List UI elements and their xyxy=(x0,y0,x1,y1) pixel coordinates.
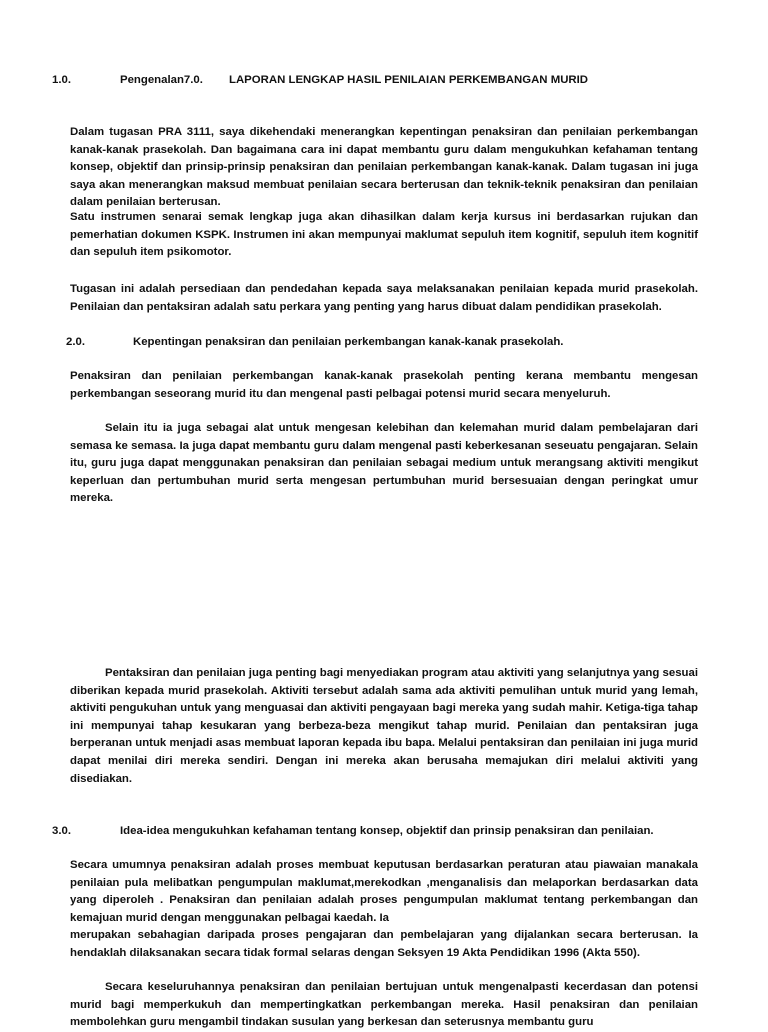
intro-paragraph-3: Tugasan ini adalah persediaan dan pendedahan kepada saya melaksanakan penilaian kepada murid prasekolah. Penilaian dan pentaksiran adalah satu perkara yang penting yang harus dibuat dalam pendidikan prasekolah. xyxy=(70,283,698,313)
heading-3-number: 3.0. xyxy=(52,825,71,837)
intro-paragraph-2: Satu instrumen senarai semak lengkap juga akan dihasilkan dalam kerja kursus ini berdasarkan rujukan dan pemerhatian dokumen KSPK. Instrumen ini akan mempunyai maklumat sepuluh item kognitif, sepuluh item kognitif dan sepuluh item psikomotor. xyxy=(70,211,698,259)
section-3-paragraph-2: merupakan sebahagian daripada proses pengajaran dan pembelajaran yang dijalankan secara berterusan. Ia hendaklah dilaksanakan secara tidak formal selaras dengan Seksyen 19 Akta Pendidikan 1996 (Akta 550). xyxy=(70,929,698,959)
heading-1-subtitle: LAPORAN LENGKAP HASIL PENILAIAN PERKEMBANGAN MURID xyxy=(229,74,589,86)
heading-3-title: Idea-idea mengukuhkan kefahaman tentang konsep, objektif dan prinsip penaksiran dan penilaian. xyxy=(120,825,654,837)
section-2-paragraph-1: Penaksiran dan penilaian perkembangan kanak-kanak prasekolah penting kerana membantu mengesan perkembangan seseorang murid itu dan mengenal pasti pelbagai potensi murid secara menyeluruh. xyxy=(70,370,698,400)
heading-1-number: 1.0. xyxy=(52,74,71,86)
heading-2-number: 2.0. xyxy=(66,336,85,348)
section-2-paragraph-2: Selain itu ia juga sebagai alat untuk mengesan kelebihan dan kelemahan murid dalam pembelajaran dari semasa ke semasa. Ia juga dapat membantu guru dalam mengenal pasti keberkesanan seseuatu pengajaran. Selain itu, guru juga dapat menggunakan penaksiran dan penilaian sebagai medium untuk merangsang aktiviti mengikut keperluan dan pertumbuhan murid serta mengesan pertumbuhan murid bersesuaian dengan peringkat umur mereka. xyxy=(70,422,698,505)
section-3-paragraph-1: Secara umumnya penaksiran adalah proses membuat keputusan berdasarkan peraturan atau piawaian manakala penilaian pula melibatkan pengumpulan maklumat,merekodkan ,menganalisis dan melaporkan berdasarkan data yang diperoleh . Penaksiran dan penilaian adalah proses pengumpulan maklumat tentang perkembangan dan kemajuan murid dengan menggunakan pelbagai kaedah. Ia xyxy=(70,859,698,924)
heading-2-title: Kepentingan penaksiran dan penilaian perkembangan kanak-kanak prasekolah. xyxy=(133,336,564,348)
section-3-paragraph-3: Secara keseluruhannya penaksiran dan penilaian bertujuan untuk mengenalpasti kecerdasan dan potensi murid bagi memperkukuh dan mempertingkatkan perkembangan mereka. Hasil penaksiran dan penilaian membolehkan guru mengambil tindakan susulan yang berkesan dan seterusnya membantu guru xyxy=(70,981,698,1029)
intro-paragraph-1: Dalam tugasan PRA 3111, saya dikehendaki menerangkan kepentingan penaksiran dan penilaian perkembangan kanak-kanak prasekolah. Dan bagaimana cara ini dapat membantu guru dalam mengukuhkan kefahaman tentang konsep, objektif dan prinsip-prinsip penaksiran dan penilaian perkembangan kanak-kanak. Dalam tugasan ini juga saya akan menerangkan maksud membuat penilaian secara berterusan dan teknik-teknik penaksiran dan penilaian dalam penilaian berterusan. xyxy=(70,126,698,209)
heading-1-title: Pengenalan7.0. xyxy=(120,74,203,86)
section-2-paragraph-3: Pentaksiran dan penilaian juga penting bagi menyediakan program atau aktiviti yang selanjutnya yang sesuai diberikan kepada murid prasekolah. Aktiviti tersebut adalah sama ada aktiviti pemulihan untuk murid yang lemah, aktiviti pengukuhan untuk yang menguasai dan aktiviti pengayaan bagi mereka yang sudah mahir. Ketiga-tiga tahap ini mempunyai tahap kesukaran yang berbeza-beza mengikut tahap murid. Penilaian dan pentaksiran juga berperanan untuk menjadi asas membuat laporan kepada ibu bapa. Melalui pentaksiran dan penilaian ini juga murid dapat menilai diri mereka sendiri. Dengan ini mereka akan berusaha memajukan diri melalui aktiviti yang disediakan. xyxy=(70,667,698,785)
